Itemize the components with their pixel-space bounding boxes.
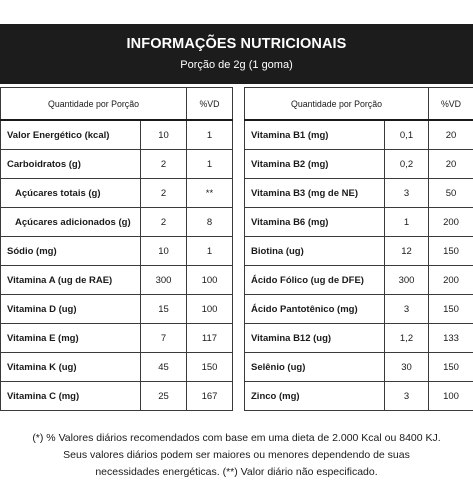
- table-row: [245, 150, 473, 179]
- nutrient-quantity: 300: [141, 266, 187, 295]
- column-header-quantity: Quantidade por Porção: [245, 88, 429, 121]
- table-row: [245, 120, 473, 150]
- nutrient-vd: 150: [429, 353, 473, 382]
- nutrient-quantity: 2: [141, 208, 187, 237]
- nutrient-name: Vitamina D (ug): [1, 295, 141, 324]
- table-row: [245, 295, 473, 324]
- table-header-row: [1, 88, 233, 121]
- nutrient-vd: 100: [187, 266, 233, 295]
- nutrient-vd: 20: [429, 150, 473, 179]
- table-row: [245, 324, 473, 353]
- nutrient-name: Carboidratos (g): [1, 150, 141, 179]
- serving-size: Porção de 2g (1 goma): [180, 59, 293, 71]
- table-row: [245, 179, 473, 208]
- nutrient-name: Biotina (ug): [245, 237, 385, 266]
- table-row: [1, 266, 233, 295]
- nutrient-name: Selênio (ug): [245, 353, 385, 382]
- nutrient-vd: 50: [429, 179, 473, 208]
- nutrient-quantity: 1,2: [385, 324, 429, 353]
- table-row: [1, 324, 233, 353]
- table-row: [245, 237, 473, 266]
- nutrient-quantity: 1: [385, 208, 429, 237]
- table-row: [1, 179, 233, 208]
- page-title: INFORMAÇÕES NUTRICIONAIS: [126, 36, 347, 52]
- footnote-line: (*) % Valores diários recomendados com base em uma dieta de 2.000 Kcal ou 8400 KJ.: [32, 432, 441, 444]
- table-row: [1, 353, 233, 382]
- column-header-vd: %VD: [429, 88, 473, 121]
- nutrient-quantity: 3: [385, 179, 429, 208]
- table-row: [245, 382, 473, 411]
- nutrient-quantity: 25: [141, 382, 187, 411]
- nutrient-vd: 167: [187, 382, 233, 411]
- nutrition-table-right: [244, 87, 473, 411]
- nutrient-name: Vitamina C (mg): [1, 382, 141, 411]
- nutrient-quantity: 45: [141, 353, 187, 382]
- nutrient-vd: **: [187, 179, 233, 208]
- table-row: [1, 150, 233, 179]
- nutrient-quantity: 15: [141, 295, 187, 324]
- nutrient-quantity: 30: [385, 353, 429, 382]
- nutrient-vd: 150: [429, 295, 473, 324]
- nutrient-name: Açúcares totais (g): [1, 179, 141, 208]
- nutrient-name: Ácido Fólico (ug de DFE): [245, 266, 385, 295]
- footnote-line: necessidades energéticas. (**) Valor diário não especificado.: [95, 466, 378, 478]
- nutrient-quantity: 10: [141, 237, 187, 266]
- nutrient-name: Vitamina B12 (ug): [245, 324, 385, 353]
- table-row: [245, 353, 473, 382]
- nutrient-vd: 117: [187, 324, 233, 353]
- nutrient-name: Vitamina K (ug): [1, 353, 141, 382]
- nutrient-quantity: 12: [385, 237, 429, 266]
- column-header-quantity: Quantidade por Porção: [1, 88, 187, 121]
- nutrition-table-left: [0, 87, 233, 411]
- table-row: [1, 295, 233, 324]
- column-header-vd: %VD: [187, 88, 233, 121]
- nutrient-vd: 1: [187, 150, 233, 179]
- nutrient-name: Vitamina B3 (mg de NE): [245, 179, 385, 208]
- table-row: [245, 208, 473, 237]
- table-row: [1, 120, 233, 150]
- nutrient-vd: 100: [429, 382, 473, 411]
- nutrient-vd: 150: [429, 237, 473, 266]
- table-row: [1, 382, 233, 411]
- nutrient-name: Vitamina B1 (mg): [245, 120, 385, 150]
- nutrient-vd: 200: [429, 208, 473, 237]
- nutrient-vd: 8: [187, 208, 233, 237]
- nutrient-quantity: 7: [141, 324, 187, 353]
- nutrient-name: Zinco (mg): [245, 382, 385, 411]
- nutrient-quantity: 2: [141, 179, 187, 208]
- nutrient-name: Vitamina B2 (mg): [245, 150, 385, 179]
- nutrient-name: Ácido Pantotênico (mg): [245, 295, 385, 324]
- nutrient-name: Vitamina B6 (mg): [245, 208, 385, 237]
- nutrient-vd: 1: [187, 237, 233, 266]
- nutrient-quantity: 0,1: [385, 120, 429, 150]
- nutrient-vd: 20: [429, 120, 473, 150]
- table-row: [1, 237, 233, 266]
- nutrient-vd: 100: [187, 295, 233, 324]
- table-header-row: [245, 88, 473, 121]
- nutrient-quantity: 2: [141, 150, 187, 179]
- nutrient-name: Valor Energético (kcal): [1, 120, 141, 150]
- nutrient-name: Vitamina E (mg): [1, 324, 141, 353]
- nutrient-name: Sódio (mg): [1, 237, 141, 266]
- nutrient-quantity: 10: [141, 120, 187, 150]
- footnote-line: Seus valores diários podem ser maiores ou menores dependendo de suas: [63, 449, 410, 461]
- table-row: [1, 208, 233, 237]
- nutrient-quantity: 3: [385, 295, 429, 324]
- table-row: [245, 266, 473, 295]
- nutrient-vd: 150: [187, 353, 233, 382]
- nutrient-name: Açúcares adicionados (g): [1, 208, 141, 237]
- nutrient-vd: 200: [429, 266, 473, 295]
- nutrient-name: Vitamina A (ug de RAE): [1, 266, 141, 295]
- nutrient-quantity: 0,2: [385, 150, 429, 179]
- nutrient-quantity: 3: [385, 382, 429, 411]
- footnote: [8, 430, 465, 481]
- nutrient-vd: 1: [187, 120, 233, 150]
- nutrient-quantity: 300: [385, 266, 429, 295]
- nutrient-vd: 133: [429, 324, 473, 353]
- header-banner: [0, 24, 473, 84]
